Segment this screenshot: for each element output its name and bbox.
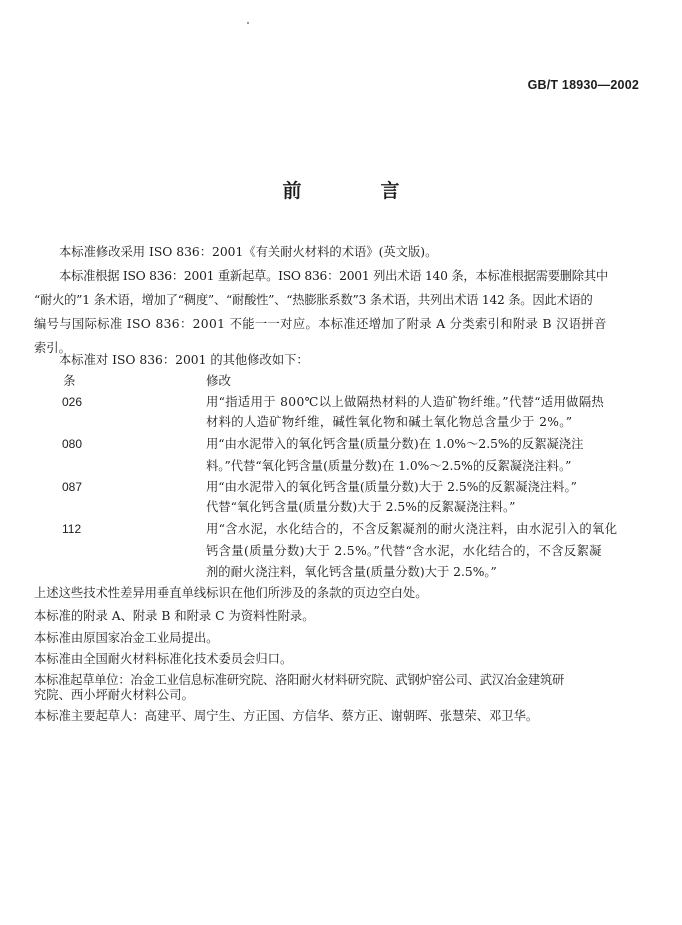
change-text-line: 材料的人造矿物纤维，碱性氧化物和碱土氧化物总含量少于 2%。” <box>206 415 573 429</box>
paragraph-drafters: 本标准主要起草人：高建平、周宁生、方正国、方信华、蔡方正、谢朝晖、张慧荣、邓卫华。 <box>34 709 539 723</box>
paragraph-drafting-line-4: 索引。 <box>34 341 71 355</box>
paragraph-technical-committee: 本标准由全国耐火材料标准化技术委员会归口。 <box>34 652 293 666</box>
paragraph-modifications-intro: 本标准对 ISO 836：2001 的其他修改如下： <box>59 353 309 367</box>
change-text-line: 剂的耐火浇注料，氧化钙含量(质量分数)大于 2.5%。” <box>206 565 497 579</box>
paragraph-drafting-units-line-2: 究院、西小坪耐火材料公司。 <box>34 688 194 702</box>
paragraph-appendix-note: 本标准的附录 A、附录 B 和附录 C 为资料性附录。 <box>34 609 315 623</box>
change-text-line: 代替“氧化钙含量(质量分数)大于 2.5%的反絮凝浇注料。” <box>206 500 516 514</box>
column-header-change: 修改 <box>206 373 232 388</box>
paragraph-proposer: 本标准由原国家冶金工业局提出。 <box>34 631 219 645</box>
paragraph-drafting-line-2: “耐火的”1 条术语，增加了“稠度”、“耐酸性”、“热膨胀系数”3 条术语，共列出术语 142 条。因此术语的 <box>34 293 593 307</box>
paragraph-marking-note: 上述这些技术性差异用垂直单线标识在他们所涉及的条款的页边空白处。 <box>34 586 428 600</box>
scan-speck <box>247 22 249 24</box>
paragraph-drafting-line-1: 本标准根据 ISO 836：2001 重新起草。ISO 836：2001 列出术语 140 条，本标准根据需要删除其中 <box>59 269 608 283</box>
change-text-line: 料。”代替“氧化钙含量(质量分数)在 1.0%～2.5%的反絮凝浇注料。” <box>206 459 572 473</box>
column-header-clause: 条 <box>63 373 76 388</box>
change-text-line: 用“含水泥，水化结合的，不含反絮凝剂的耐火浇注料，由水泥引入的氧化 <box>206 522 618 536</box>
clause-number: 112 <box>62 522 82 536</box>
page-title: 前 言 <box>282 180 430 202</box>
change-text-line: 用“指适用于 800℃以上做隔热材料的人造矿物纤维。”代替“适用做隔热 <box>206 395 605 409</box>
change-text-line: 钙含量(质量分数)大于 2.5%。”代替“含水泥，水化结合的，不含反絮凝 <box>206 544 602 558</box>
change-text-line: 用“由水泥带入的氧化钙含量(质量分数)大于 2.5%的反絮凝浇注料。” <box>206 480 577 494</box>
clause-number: 026 <box>62 395 83 409</box>
standard-code: GB/T 18930—2002 <box>527 78 639 92</box>
paragraph-drafting-line-3: 编号与国际标准 ISO 836：2001 不能一一对应。本标准还增加了附录 A 分类索引和附录 B 汉语拼音 <box>34 317 607 331</box>
paragraph-adoption: 本标准修改采用 ISO 836：2001《有关耐火材料的术语》(英文版)。 <box>59 245 438 259</box>
clause-number: 080 <box>62 437 83 451</box>
change-text-line: 用“由水泥带入的氧化钙含量(质量分数)在 1.0%～2.5%的反絮凝浇注 <box>206 437 584 451</box>
paragraph-drafting-units-line-1: 本标准起草单位：冶金工业信息标准研究院、洛阳耐火材料研究院、武钢炉窑公司、武汉冶金建筑研 <box>34 673 565 687</box>
clause-number: 087 <box>62 480 83 494</box>
